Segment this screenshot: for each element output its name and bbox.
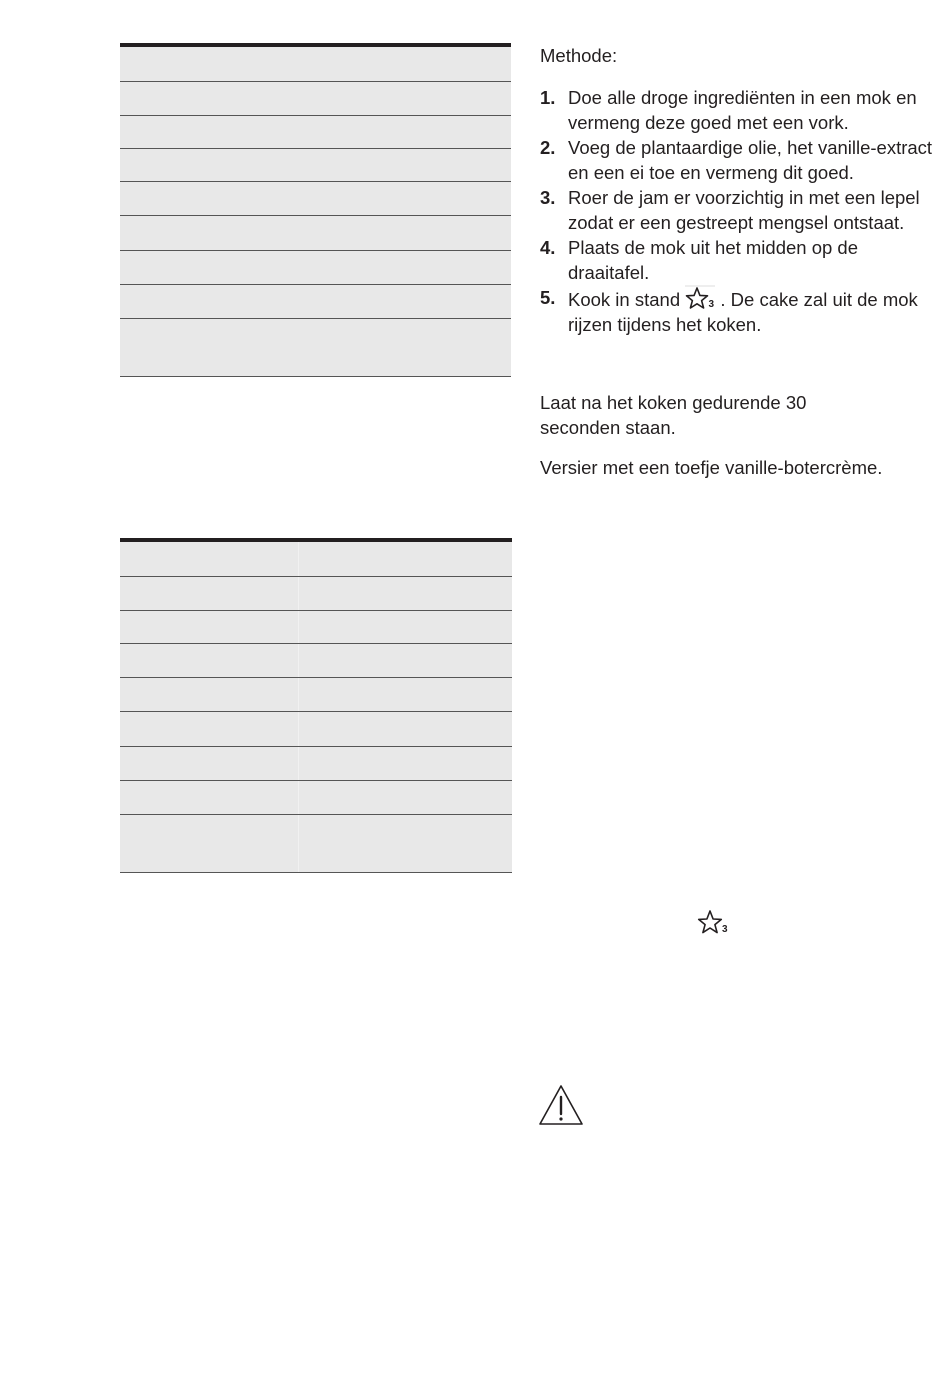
step-number: 3. xyxy=(540,187,556,208)
table-row xyxy=(120,781,512,815)
table-row xyxy=(120,182,511,216)
svg-text:3: 3 xyxy=(722,924,728,935)
step-text-after: . De cake zal uit de mok rijzen tijdens het koken. xyxy=(568,289,918,335)
table-row xyxy=(120,815,512,873)
table-row xyxy=(120,747,512,781)
svg-text:3: 3 xyxy=(708,299,715,310)
table-row xyxy=(120,577,512,611)
step-text: Plaats de mok uit het midden op de draaitafel. xyxy=(568,237,859,283)
table-row xyxy=(120,542,512,577)
step-number: 5. xyxy=(540,287,556,308)
rest-note: Laat na het koken gedurende 30 seconden staan. xyxy=(540,392,807,438)
table-row xyxy=(120,611,512,644)
step-text: Roer de jam er voorzichtig in met een lepel zodat er een gestreept mengsel ontstaat. xyxy=(568,187,920,233)
ingredients-table-1 xyxy=(120,43,511,377)
method-step xyxy=(540,135,940,185)
step-text-before: Kook in stand xyxy=(568,289,681,310)
step-text: Voeg de plantaardige olie, het vanille-extract en een ei toe en vermeng dit goed. xyxy=(568,137,933,183)
table-row xyxy=(120,319,511,377)
star-3-icon xyxy=(685,285,715,311)
table-row xyxy=(120,82,511,116)
table-row xyxy=(120,149,511,182)
table-row xyxy=(120,285,511,319)
step-number: 2. xyxy=(540,137,556,158)
star-3-icon xyxy=(697,909,729,937)
method-step xyxy=(540,235,940,285)
table-row xyxy=(120,712,512,747)
method-step xyxy=(540,85,940,135)
step-text: Doe alle droge ingrediënten in een mok en vermeng deze goed met een vork. xyxy=(568,87,917,133)
method-heading: Methode: xyxy=(540,45,618,66)
step-number: 1. xyxy=(540,87,556,108)
method-step xyxy=(540,285,940,337)
decorate-note: Versier met een toefje vanille-botercrème. xyxy=(540,457,883,478)
method-step xyxy=(540,185,940,235)
warning-triangle-icon xyxy=(538,1084,584,1126)
step-number: 4. xyxy=(540,237,556,258)
ingredients-table-2 xyxy=(120,538,512,873)
table-row xyxy=(120,116,511,149)
table-row xyxy=(120,644,512,678)
table-row xyxy=(120,678,512,712)
table-row xyxy=(120,216,511,251)
method-steps xyxy=(540,85,940,337)
table-row xyxy=(120,47,511,82)
table-row xyxy=(120,251,511,285)
